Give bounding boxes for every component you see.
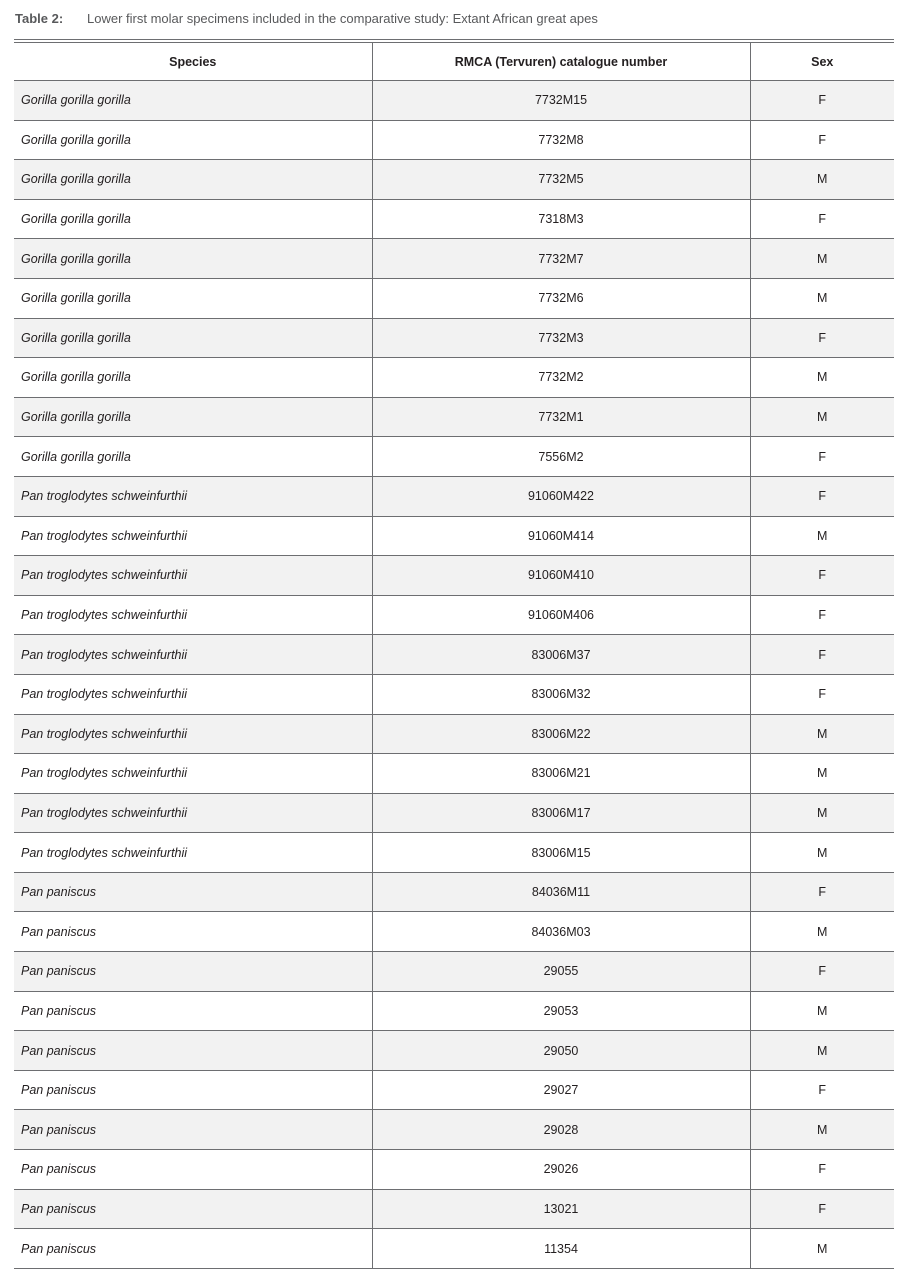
cell-catalogue-number: 7732M8 <box>372 120 750 160</box>
table-row <box>14 476 894 516</box>
cell-sex: M <box>750 754 894 794</box>
cell-species: Pan paniscus <box>14 912 372 952</box>
table-row <box>14 199 894 239</box>
cell-catalogue-number: 83006M17 <box>372 793 750 833</box>
table-row <box>14 1031 894 1071</box>
cell-catalogue-number: 7732M2 <box>372 358 750 398</box>
cell-sex: F <box>750 595 894 635</box>
cell-sex: M <box>750 793 894 833</box>
table-row <box>14 912 894 952</box>
cell-sex: F <box>750 952 894 992</box>
cell-sex: M <box>750 358 894 398</box>
table-caption <box>15 11 598 26</box>
table-row <box>14 674 894 714</box>
cell-species: Pan troglodytes schweinfurthii <box>14 793 372 833</box>
cell-species: Pan paniscus <box>14 991 372 1031</box>
cell-sex: M <box>750 278 894 318</box>
cell-species: Pan troglodytes schweinfurthii <box>14 556 372 596</box>
cell-species: Pan troglodytes schweinfurthii <box>14 476 372 516</box>
cell-catalogue-number: 29026 <box>372 1150 750 1190</box>
cell-species: Gorilla gorilla gorilla <box>14 199 372 239</box>
cell-catalogue-number: 84036M03 <box>372 912 750 952</box>
table-row <box>14 872 894 912</box>
cell-species: Pan troglodytes schweinfurthii <box>14 595 372 635</box>
cell-catalogue-number: 91060M422 <box>372 476 750 516</box>
table-body <box>14 81 894 1269</box>
cell-species: Pan troglodytes schweinfurthii <box>14 833 372 873</box>
cell-species: Gorilla gorilla gorilla <box>14 358 372 398</box>
cell-species: Pan paniscus <box>14 1150 372 1190</box>
cell-catalogue-number: 29050 <box>372 1031 750 1071</box>
table-row <box>14 991 894 1031</box>
cell-catalogue-number: 7732M3 <box>372 318 750 358</box>
cell-sex: F <box>750 476 894 516</box>
cell-sex: M <box>750 714 894 754</box>
cell-sex: M <box>750 397 894 437</box>
table-row <box>14 81 894 121</box>
cell-species: Pan troglodytes schweinfurthii <box>14 754 372 794</box>
cell-sex: F <box>750 318 894 358</box>
cell-sex: F <box>750 872 894 912</box>
table-caption-label: Table 2: <box>15 11 64 26</box>
cell-catalogue-number: 29028 <box>372 1110 750 1150</box>
cell-sex: F <box>750 437 894 477</box>
table-row <box>14 358 894 398</box>
header-catalogue-number: RMCA (Tervuren) catalogue number <box>372 43 750 81</box>
cell-species: Pan paniscus <box>14 1229 372 1269</box>
cell-sex: M <box>750 1110 894 1150</box>
cell-catalogue-number: 7732M1 <box>372 397 750 437</box>
table-row <box>14 397 894 437</box>
cell-sex: M <box>750 1229 894 1269</box>
cell-sex: F <box>750 1189 894 1229</box>
specimen-table-container <box>14 39 894 1269</box>
cell-species: Pan troglodytes schweinfurthii <box>14 635 372 675</box>
header-species: Species <box>14 43 372 81</box>
cell-catalogue-number: 29055 <box>372 952 750 992</box>
cell-species: Pan paniscus <box>14 1189 372 1229</box>
cell-species: Gorilla gorilla gorilla <box>14 120 372 160</box>
table-row <box>14 1110 894 1150</box>
table-row <box>14 516 894 556</box>
cell-species: Pan troglodytes schweinfurthii <box>14 714 372 754</box>
cell-species: Pan paniscus <box>14 872 372 912</box>
cell-species: Pan paniscus <box>14 1031 372 1071</box>
table-row <box>14 1150 894 1190</box>
cell-species: Pan paniscus <box>14 952 372 992</box>
cell-species: Gorilla gorilla gorilla <box>14 278 372 318</box>
table-row <box>14 595 894 635</box>
table-row <box>14 239 894 279</box>
cell-catalogue-number: 91060M410 <box>372 556 750 596</box>
cell-sex: M <box>750 160 894 200</box>
cell-catalogue-number: 13021 <box>372 1189 750 1229</box>
cell-species: Pan troglodytes schweinfurthii <box>14 516 372 556</box>
cell-sex: F <box>750 1070 894 1110</box>
table-row <box>14 952 894 992</box>
cell-catalogue-number: 7318M3 <box>372 199 750 239</box>
table-header-row <box>14 43 894 81</box>
cell-species: Gorilla gorilla gorilla <box>14 318 372 358</box>
table-row <box>14 1189 894 1229</box>
cell-catalogue-number: 7556M2 <box>372 437 750 477</box>
cell-sex: F <box>750 120 894 160</box>
cell-sex: F <box>750 81 894 121</box>
cell-sex: F <box>750 674 894 714</box>
table-row <box>14 714 894 754</box>
cell-species: Pan paniscus <box>14 1070 372 1110</box>
cell-catalogue-number: 7732M15 <box>372 81 750 121</box>
cell-catalogue-number: 7732M5 <box>372 160 750 200</box>
cell-species: Gorilla gorilla gorilla <box>14 81 372 121</box>
cell-species: Pan paniscus <box>14 1110 372 1150</box>
header-sex: Sex <box>750 43 894 81</box>
cell-catalogue-number: 83006M37 <box>372 635 750 675</box>
cell-catalogue-number: 83006M22 <box>372 714 750 754</box>
cell-species: Gorilla gorilla gorilla <box>14 437 372 477</box>
specimen-table <box>14 43 894 1269</box>
table-row <box>14 556 894 596</box>
cell-catalogue-number: 91060M414 <box>372 516 750 556</box>
cell-sex: M <box>750 1031 894 1071</box>
cell-species: Gorilla gorilla gorilla <box>14 160 372 200</box>
cell-sex: M <box>750 833 894 873</box>
table-row <box>14 793 894 833</box>
cell-sex: F <box>750 556 894 596</box>
cell-catalogue-number: 29053 <box>372 991 750 1031</box>
cell-species: Pan troglodytes schweinfurthii <box>14 674 372 714</box>
cell-catalogue-number: 84036M11 <box>372 872 750 912</box>
cell-sex: F <box>750 1150 894 1190</box>
cell-species: Gorilla gorilla gorilla <box>14 239 372 279</box>
cell-catalogue-number: 91060M406 <box>372 595 750 635</box>
cell-sex: M <box>750 991 894 1031</box>
table-row <box>14 754 894 794</box>
cell-sex: M <box>750 912 894 952</box>
table-row <box>14 120 894 160</box>
table-row <box>14 160 894 200</box>
cell-catalogue-number: 11354 <box>372 1229 750 1269</box>
cell-catalogue-number: 83006M32 <box>372 674 750 714</box>
table-row <box>14 1070 894 1110</box>
cell-sex: M <box>750 239 894 279</box>
table-row <box>14 437 894 477</box>
table-caption-text: Lower first molar specimens included in the comparative study: Extant African great apes <box>87 11 598 26</box>
table-row <box>14 635 894 675</box>
table-row <box>14 833 894 873</box>
table-row <box>14 278 894 318</box>
cell-catalogue-number: 7732M7 <box>372 239 750 279</box>
table-row <box>14 318 894 358</box>
table-row <box>14 1229 894 1269</box>
cell-catalogue-number: 83006M21 <box>372 754 750 794</box>
cell-sex: F <box>750 199 894 239</box>
cell-species: Gorilla gorilla gorilla <box>14 397 372 437</box>
cell-sex: F <box>750 635 894 675</box>
cell-catalogue-number: 83006M15 <box>372 833 750 873</box>
cell-sex: M <box>750 516 894 556</box>
cell-catalogue-number: 7732M6 <box>372 278 750 318</box>
cell-catalogue-number: 29027 <box>372 1070 750 1110</box>
